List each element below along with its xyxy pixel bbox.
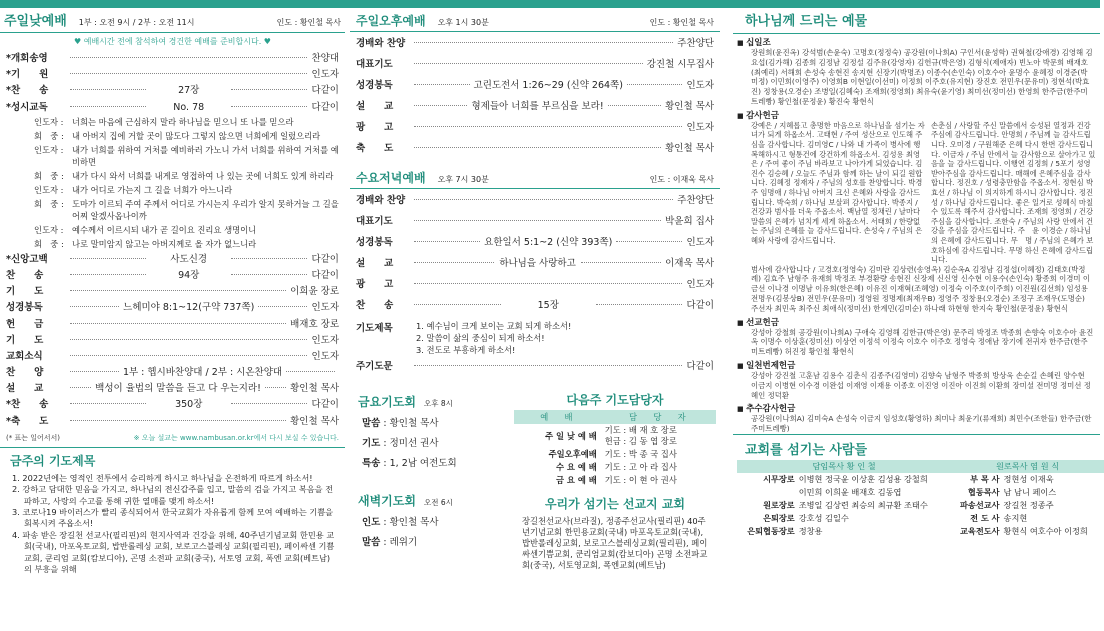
- order-label: 교회소식: [6, 350, 43, 362]
- order-label: 대표기도: [356, 59, 393, 70]
- order-content: 형제들아 너희를 부르심을 보라!: [471, 101, 604, 112]
- duty-service: 금 요 예 배: [556, 475, 597, 485]
- order-row: [350, 98, 720, 119]
- order-row: [0, 413, 345, 429]
- order-label: *축 도: [6, 415, 49, 427]
- people-section: [733, 434, 1100, 538]
- service-role-row: 말씀 : 레위기: [362, 537, 418, 548]
- wednesday-title: 수요저녁예배: [356, 171, 426, 185]
- wednesday-prayer-items: [410, 320, 577, 356]
- dot-leader: [70, 339, 307, 340]
- chuksu-names: 공강원(이나희A) 김미숙A 손성숙 이금지 임성호(황영하) 최미나 최윤기(류재희) 최민수(조한들) 한주금(한주미트레빵): [751, 414, 1092, 434]
- responsive-speaker: 인도자 :: [34, 116, 64, 127]
- dot-leader: [414, 283, 682, 284]
- sunday-pm-header: [350, 8, 720, 32]
- order-list-2: [0, 251, 345, 429]
- dot-leader: [414, 365, 682, 366]
- people-names: 이병현 정국윤 이상훈 김성용 강철희: [798, 474, 928, 485]
- order-row: [0, 283, 345, 299]
- order-row: [0, 396, 345, 412]
- people-role: 협동목사: [967, 487, 1000, 498]
- dot-leader: [414, 105, 467, 106]
- order-row: [0, 364, 345, 380]
- order-row: [350, 77, 720, 98]
- responsive-line: [0, 143, 345, 169]
- emeritus-pastor: 원로목사 염 원 식: [951, 460, 1104, 473]
- thanks-left: 강예은 / 지혜롭고 총명한 마음으로 하나님을 섬기는 자녀가 되게 하옵소서. 고태현 / 주여 성산으로 인도해 주심을 감사합니다. 김미영C / 나와 내 가족이 병사에 행복해하시고 형통건에 강건하게 하옵소서. 김성용 최영은 / 주여 좋이 주님 바라보고 나아가게 되었습니다. 김진수 김승혜 / 오늘도 주님과 함께 하는 날이 되길 원합니다. 김혜정 정재자 / 주님의 성호를 찬양합니다. 박경주 임명애 / 하나님 아버지 크신 은혜와 사랑을 감사드립니다. 박숙희 / 하나님 보살펴 감사합니다. 박종지 / 건강과 범사를 더욱 주옵소서. 백남열 정채린 / 날마다 말씀의 은혜가 넘치게 세게 하옵소서. 서태희 / 한량없는 주님의 은혜를 늘 감사드립니다. 손성숙 / 주님의 은혜와 사랑에 감사드립니다.: [751, 120, 925, 245]
- people-row: [737, 525, 1104, 538]
- duty-person: [603, 461, 716, 474]
- order-right: 인도자: [311, 302, 340, 314]
- column-other-services: [350, 8, 720, 631]
- order-right: 박윤희 집사: [665, 216, 714, 227]
- order-row: [350, 56, 720, 77]
- wednesday-prayer-block: [350, 318, 720, 358]
- order-label: 설 교: [356, 258, 394, 269]
- sunday-main-leader: 인도 : 황인철 목사: [276, 18, 341, 27]
- role-person: 레위기: [389, 537, 418, 548]
- dot-leader: [231, 403, 307, 404]
- dot-leader: [70, 323, 286, 324]
- order-right: 황인철 목사: [290, 415, 339, 427]
- dot-leader: [414, 84, 470, 85]
- responsive-line: [0, 237, 345, 251]
- duty-col-service: 예 배: [514, 410, 603, 424]
- order-label: *찬 송: [6, 399, 49, 411]
- top-color-bar: [0, 0, 1100, 8]
- dot-leader: [231, 274, 307, 275]
- ilchon-label: ■ 일천번제헌금: [733, 357, 1100, 371]
- order-content: 느헤미야 8:1~12(구약 737쪽): [123, 302, 255, 314]
- ilchon-names: 강성아 강진철 고훈남 김용수 김춘식 김종주(김영미) 김향숙 남형주 박종희 방상욱 손순길 손혜린 양수현 이금지 이병현 이수경 이완섭 이재영 이재용 이종호 이진영 이진아 이진희 이환희 장미셜 전미명 정미선 정혜인 정덕환: [751, 371, 1091, 400]
- dot-leader: [231, 106, 307, 107]
- sunday-pm-leader: 인도 : 황인철 목사: [649, 18, 714, 27]
- prayer-list: [0, 473, 345, 576]
- order-row: [0, 251, 345, 267]
- mission-offering-names: 강성아 강철희 공강원(이나희A) 구애숙 김영해 김한규(박은영) 문주리 박정조 박종희 손향숙 이호수아 윤진옥 이명수 이상훈(정미선) 이상연 이정석 이정숙 이호수 이주호 정영숙 정애남 장기에 전귀자 한주금(한주미트레빵) 허진정 황인철 황현식: [751, 327, 1094, 357]
- responsive-line: [0, 223, 345, 237]
- dawn-rows: [354, 513, 506, 553]
- sunday-main-header: [0, 8, 345, 33]
- dot-leader: [70, 89, 146, 90]
- duty-prayer: 기도 : 배 재 호 장로: [604, 425, 677, 435]
- service-role-row: 기도 : 정미선 권사: [362, 438, 439, 449]
- order-row: [350, 297, 720, 318]
- worship-banner: ♥ 예배시간 전에 참석하여 경건한 예배를 준비합시다. ♥: [74, 37, 271, 46]
- duty-col-person: 담 당 자: [603, 410, 716, 424]
- wednesday-order: [350, 189, 720, 318]
- order-label: 헌 금: [6, 318, 44, 330]
- sunday-pm-title: 주일오후예배: [356, 14, 426, 28]
- people-names: 조병일 김상련 최승의 최규환 조태수: [798, 500, 928, 511]
- people-row: [737, 499, 1104, 512]
- role-person: 1, 2남 여전도회: [389, 458, 457, 469]
- people-row: [737, 486, 1104, 499]
- lords-prayer-right: 다같이: [686, 361, 714, 372]
- people-role: 원로장로: [763, 500, 795, 511]
- order-label: 기 도: [6, 334, 44, 346]
- service-notes: [0, 429, 345, 447]
- responsive-text: 내가 너희를 위하여 거처를 예비하러 가노니 가서 너희를 위하여 거처를 예비하면: [72, 144, 339, 167]
- order-label: 축 도: [356, 143, 394, 154]
- order-content: 94장: [178, 269, 200, 281]
- friday-header: [354, 387, 506, 414]
- website-note: ※ 오늘 설교는 www.nambusan.or.kr에서 다시 보실 수 있습니다.: [133, 433, 339, 442]
- order-row: [0, 332, 345, 348]
- people-names: 황현식 여호수아 이정희: [1003, 526, 1088, 537]
- duty-person: [603, 474, 716, 487]
- duty-service: 수 요 예 배: [556, 462, 597, 472]
- responsive-line: [0, 129, 345, 143]
- order-right: 다같이: [311, 101, 339, 113]
- order-label: 기 도: [6, 286, 44, 298]
- order-label: 경배와 찬양: [356, 195, 406, 206]
- order-right: 강진철 시무집사: [646, 59, 714, 70]
- duty-person: [603, 424, 716, 448]
- dot-leader: [414, 126, 682, 127]
- order-label: 찬 양: [6, 367, 44, 379]
- service-role-row: 말씀 : 황인철 목사: [362, 418, 439, 429]
- tithe-names: 장원희(윤진옥) 강석범(손윤숙) 고명호(정정숙) 공강원(이나희A) 구인서(윤성학) 권혁철(강애경) 김영해 김요섭(김가해) 김종희 김정남 김정설 김주유(강영자) 김헌규(박은영) 김형식(제애자) 빈노아 박문희 배재호(최예리) 서해희 손성숙 송현진 송지현 신장기(박명조) 이종수(손인숙) 이호수아 윤명수 윤혜정 이경준(박미정) 이민희(이영주) 이영희B 이현일(이선미) 이정희 이주호(유지현) 장진호 전민우(문유미) 정현석(박효진) 정창용(오경순) 조병일(김혜숙) 조재희(정영희) 최유숙(윤기영) 최미선(정미선) 한영희 한주금(한주미트레빵) 황인철(문정윤) 황진숙 황현식: [751, 48, 1093, 106]
- order-label: 찬 송: [6, 269, 44, 281]
- dot-leader: [616, 241, 682, 242]
- order-right: 황인철 목사: [665, 143, 714, 154]
- dot-leader: [414, 199, 673, 200]
- order-label: *기 원: [6, 69, 49, 81]
- order-content: 사도신경: [170, 253, 208, 265]
- dot-leader: [70, 387, 91, 388]
- service-role-row: 특송 : 1, 2남 여전도회: [362, 458, 457, 469]
- thanks-label: ■ 감사헌금: [733, 107, 1100, 121]
- duty-prayer: 기도 : 박 종 국 집사: [604, 449, 677, 459]
- dot-leader: [414, 304, 501, 305]
- order-label: *신앙고백: [6, 253, 48, 265]
- dot-leader: [70, 420, 286, 421]
- order-row: [0, 348, 345, 364]
- prayer-title: 금주의 기도제목: [10, 453, 96, 468]
- dot-leader: [70, 371, 119, 372]
- order-right: 주찬양단: [677, 38, 714, 49]
- people-role: 부 목 사: [970, 474, 1000, 485]
- duty-row: [514, 424, 716, 448]
- dot-leader: [231, 258, 307, 259]
- bottom-panels: [350, 385, 720, 573]
- duty-service: 주일오후예배: [548, 449, 597, 459]
- people-names: 이민희 이희윤 배재호 김동엽: [798, 487, 902, 498]
- dot-leader: [581, 262, 661, 263]
- role-person: 정미선 권사: [389, 438, 439, 449]
- role-person: 황인철 목사: [389, 517, 439, 528]
- order-label: 성경봉독: [356, 80, 393, 91]
- order-row: [350, 234, 720, 255]
- role-label: 말씀: [362, 418, 381, 429]
- dot-leader: [70, 403, 146, 404]
- order-right: 인도자: [686, 122, 714, 133]
- responsive-speaker: 회 중 :: [34, 198, 64, 209]
- order-content: 하나님을 사랑하고: [499, 258, 576, 269]
- role-label: 인도: [362, 517, 381, 528]
- duty-table: [514, 410, 716, 487]
- order-row: [0, 82, 345, 98]
- order-right: 주찬양단: [677, 195, 714, 206]
- responsive-text: 너희는 마음에 근심하지 말라 하나님을 믿으니 또 나를 믿으라: [72, 116, 294, 127]
- wednesday-leader: 인도 : 이재욱 목사: [649, 175, 714, 184]
- order-right: 인도자: [686, 279, 714, 290]
- chuksu-label: ■ 추수감사헌금: [733, 400, 1100, 414]
- thanks-extra: 범사에 감사합니다 / 고경호(정영숙) 김미란 김상련(송영옥) 김순옥A 김정남 김정섭(이혜정) 김태호(박정례) 김효주 남형주 유재희 박정조 부경환량 송현진 신장제 신신영 신수현 이용수(손인숙) 황종희 이경미 이금선 이나경 이명남 이유희(한은혜) 이유진 이재혁(조혜영) 이정숙 이주호(이주희) 이진원(김선희) 임성용 전명우(김봉상B) 전민우(문유미) 정영원 정명제(최재우B) 정영주 정창용(오경순) 조정구 조재우(도명순) 주선자 최민옥 최주신 최애식(정미선) 한계민(김미순) 하나래 하현형 한지숙 황인철(문정윤) 황현식: [751, 264, 1091, 313]
- people-names: 정창용: [798, 526, 823, 537]
- responsive-text: 나로 말미암지 않고는 아버지께로 올 자가 없느니라: [72, 238, 257, 249]
- role-person: 황인철 목사: [389, 418, 439, 429]
- people-row: [737, 512, 1104, 525]
- duty-offering: 헌금 : 김 동 엽 장로: [604, 436, 677, 446]
- duty-prayer: 기도 : 고 아 라 집사: [604, 462, 677, 472]
- responsive-line: [0, 183, 345, 197]
- duty-row: [514, 448, 716, 461]
- order-content: No. 78: [173, 101, 205, 113]
- order-right: 인도자: [311, 334, 339, 346]
- dot-leader: [70, 73, 307, 74]
- wednesday-header: [350, 165, 720, 189]
- order-row: [0, 299, 345, 315]
- offering-title: 하나님께 드리는 예물: [733, 8, 1100, 34]
- dawn-time: 오전 6시: [423, 498, 453, 507]
- sunday-pm-order: [350, 32, 720, 161]
- order-content: 15장: [537, 300, 559, 311]
- service-role-row: 인도 : 황인철 목사: [362, 517, 439, 528]
- people-role: 은퇴협동장로: [747, 526, 795, 537]
- order-right: 황인철 목사: [290, 383, 339, 395]
- order-label: 설 교: [6, 383, 44, 395]
- order-row: [0, 380, 345, 396]
- responsive-speaker: 인도자 :: [34, 144, 64, 155]
- tithe-label: ■ 십일조: [733, 34, 1100, 48]
- order-content: 백성이 율법의 말씀을 듣고 다 우는지라!: [95, 383, 261, 395]
- responsive-reading: [0, 115, 345, 251]
- people-role: 전 도 사: [970, 513, 1000, 524]
- order-label: 대표기도: [356, 216, 393, 227]
- order-row: [0, 267, 345, 283]
- order-content: 350장: [175, 399, 203, 411]
- friday-title: 금요기도회: [358, 395, 416, 409]
- responsive-text: 내 아버지 집에 거할 곳이 많도다 그렇지 않으면 너희에게 일렀으리라: [72, 130, 321, 141]
- dot-leader: [414, 147, 661, 148]
- role-label: 말씀: [362, 537, 381, 548]
- order-label: *개회송영: [6, 53, 48, 64]
- dot-leader: [414, 42, 673, 43]
- missions-list: 장길천선교사(브라질), 정종주선교사(필리핀) 40주년기념교회 한민용교회(국내) 마포옥토교회(국내), 밥반롤레싱교회, 보로고스블레싱교회(필리핀), 페이싸센기쁨교회, 쿤리엄교회(캄보디아) 곤명 소전파교회(중국), 서토영교회, 폭엔교회(베트남): [522, 516, 708, 570]
- order-row: [350, 140, 720, 161]
- order-right: 인도자: [686, 80, 714, 91]
- order-list-1: [0, 50, 345, 115]
- people-role: 시무장로: [763, 474, 795, 485]
- responsive-text: 예수께서 이르시되 내가 곧 길이요 진리요 생명이니: [72, 224, 257, 235]
- dot-leader: [258, 306, 307, 307]
- order-label: 찬 송: [356, 300, 394, 311]
- prayer-item: 3. 코로나19 바이러스가 빨리 종식되어서 한국교회가 자유롭게 함께 모여 예배하는 기쁨을 회복시켜 주옵소서!: [12, 507, 334, 529]
- order-content: 고린도전서 1:26~29 (신약 264쪽): [473, 80, 623, 91]
- column-sunday-service: [0, 8, 345, 631]
- dot-leader: [70, 355, 307, 356]
- dawn-header: [354, 486, 506, 513]
- order-row: [0, 66, 345, 82]
- wednesday-prayer-item: 2. 말씀이 삶의 중심이 되게 하소서!: [416, 333, 545, 343]
- responsive-speaker: 회 중 :: [34, 170, 64, 181]
- people-table: [737, 460, 1104, 538]
- order-row: [350, 192, 720, 213]
- senior-pastor: 담임목사 황 인 철: [737, 460, 951, 473]
- order-right: 다같이: [311, 399, 339, 411]
- dot-leader: [70, 290, 286, 291]
- order-row: [350, 276, 720, 297]
- dot-leader: [70, 57, 307, 58]
- dot-leader: [265, 387, 286, 388]
- responsive-text: 내가 다시 와서 너희를 내게로 영접하여 나 있는 곳에 너희도 있게 하리라: [72, 170, 334, 181]
- column-offerings: [725, 8, 1100, 631]
- people-role: 교육전도사: [960, 526, 1000, 537]
- people-role: 은퇴장로: [763, 513, 795, 524]
- order-row: [350, 35, 720, 56]
- order-row: [350, 255, 720, 276]
- dot-leader: [414, 262, 494, 263]
- stand-note: (* 표는 일어서서): [6, 433, 60, 442]
- order-row: [0, 316, 345, 332]
- order-label: 설 교: [356, 101, 394, 112]
- lords-prayer-row: [350, 358, 720, 379]
- order-right: 이희윤 장로: [290, 286, 339, 298]
- order-right: 이재욱 목사: [665, 258, 715, 269]
- prayer-item: 1. 2022년에는 영적인 전투에서 승리하게 하시고 하나님을 온전하게 따르게 하소서!: [12, 472, 313, 483]
- role-label: 기도: [362, 438, 381, 449]
- duty-service: 주 일 낮 예 배: [545, 430, 597, 441]
- responsive-line: [0, 197, 345, 223]
- order-label: 광 고: [356, 122, 394, 133]
- duty-panel: [510, 385, 720, 573]
- people-title: 교회를 섬기는 사람들: [733, 434, 1100, 460]
- people-role: 파송선교사: [960, 500, 1000, 511]
- wednesday-prayer-item: 3. 전도로 부흥하게 하소서!: [416, 345, 516, 355]
- dot-leader: [70, 274, 146, 275]
- order-right: 찬양대: [311, 53, 339, 64]
- order-row: [0, 50, 345, 66]
- responsive-speaker: 회 중 :: [34, 238, 64, 249]
- order-right: 다같이: [311, 85, 339, 97]
- order-right: 인도자: [686, 237, 715, 248]
- dot-leader: [70, 306, 119, 307]
- prayer-item: 2. 강하고 담대한 믿음을 가지고, 하나님의 전신갑주를 입고, 말씀의 검을 가지고 복음을 전파하고, 사랑의 수고를 통해 귀한 열매를 맺게 하소서!: [12, 484, 334, 506]
- responsive-text: 도마가 이르되 주여 주께서 어디로 가시는지 우리가 알지 못하거늘 그 길을 어찌 알겠사옵나이까: [72, 198, 339, 221]
- order-right: 다같이: [311, 269, 339, 281]
- wednesday-time: 오후 7시 30분: [437, 175, 489, 184]
- people-row: [737, 473, 1104, 486]
- order-content: 요한일서 5:1~2 (신약 393쪽): [484, 237, 613, 248]
- order-right: 인도자: [311, 69, 339, 81]
- order-right: 배재호 장로: [290, 318, 339, 330]
- wednesday-prayer-label: 기도제목: [356, 323, 393, 334]
- responsive-speaker: 인도자 :: [34, 224, 64, 235]
- dot-leader: [414, 63, 643, 64]
- duty-row: [514, 461, 716, 474]
- duty-row: [514, 474, 716, 487]
- order-label: 성경봉독: [6, 302, 43, 314]
- order-right: 다같이: [311, 253, 339, 265]
- order-right: 다같이: [686, 300, 715, 311]
- dot-leader: [286, 371, 335, 372]
- order-right: 황인철 목사: [665, 101, 715, 112]
- sunday-main-title: 주일낮예배: [4, 14, 67, 29]
- sunday-main-schedule: 1부 : 오전 9시 / 2부 : 오전 11시: [78, 18, 195, 27]
- order-row: [0, 99, 345, 115]
- role-label: 특송: [362, 458, 381, 469]
- dot-leader: [414, 241, 480, 242]
- dot-leader: [627, 84, 683, 85]
- order-row: [350, 213, 720, 234]
- order-label: 경배와 찬양: [356, 38, 406, 49]
- duty-person: [603, 448, 716, 461]
- prayer-item: 4. 파송 받은 장길천 선교사(필리핀)의 현지사역과 건강을 위해, 40주년기념교회 한민용 교회(국내), 마포옥토교회, 밥반롤레싱 교회, 보로고스블레싱 교회(필리핀), 페이싸센 기쁨 교회, 쿤리엄 교회(캄보디아), 곤명 소전파 교회(중국), 서토영 교회, 폭엔 교회(베트남)의 부흥을 위해: [12, 529, 335, 575]
- order-label: *찬 송: [6, 85, 49, 97]
- friday-time: 오후 8시: [423, 399, 453, 408]
- prayer-section: [0, 447, 345, 576]
- order-label: 성경봉독: [356, 237, 393, 248]
- missions-title: 우리가 섬기는 선교지 교회: [544, 497, 686, 511]
- order-label: 광 고: [356, 279, 394, 290]
- order-right: 인도자: [311, 350, 339, 362]
- dot-leader: [70, 258, 146, 259]
- mission-offering-label: ■ 선교헌금: [733, 314, 1100, 328]
- thanks-right: 손춘심 / 사랑할 주신 말씀에서 승성된 열정과 건강주심에 감사드립니다. 안명희 / 주님께 늘 감사드립니다. 오미경 / 구원해준 은혜 다시 한번 감사드립니다. 이금자 / 주님 안에서 늘 감사함으로 살아가고 있음을 늘 감사드립니다. 이행연 김정희 / 5포기 성영 받아주심을 감사드립니다. 매해에 은혜주심을 감사합니다. 정진호 / 성령충만함을 주옵소서. 정현심 박효선 / 하나님 이 의지하게 하시니 감사합니다. 정진성 / 하나님 감사드립니다. 좋은 일거로 성혜식 마칠 수 있도록 해주셔 감사합니다. 조재희 정영희 / 건강주심을 감사합니다. 조한숙 / 주님의 사랑 안에서 건강을 주심을 감사드립니다. 주 윤 이경순 / 하나님의 은혜에 감사드립니다. 무 명 / 주님의 은혜가 보호하심에 감사드립니다. 무명 하신 은혜에 감사드립니다.: [931, 120, 1096, 265]
- dot-leader: [608, 105, 661, 106]
- people-names: 강호성 김일수: [798, 513, 849, 524]
- order-content: 1부 : 헵시바찬양대 / 2부 : 시온찬양대: [122, 367, 283, 379]
- responsive-speaker: 회 중 :: [34, 130, 64, 141]
- dot-leader: [596, 304, 683, 305]
- people-names: 정현성 이재욱: [1003, 474, 1054, 485]
- responsive-text: 내가 어디로 가는지 그 길을 너희가 아느니라: [72, 184, 233, 195]
- dot-leader: [70, 106, 146, 107]
- dot-leader: [231, 89, 307, 90]
- responsive-line: [0, 115, 345, 129]
- friday-dawn-panel: [350, 385, 510, 573]
- dot-leader: [414, 220, 661, 221]
- duty-title: 다음주 기도담당자: [566, 393, 664, 407]
- lords-prayer-label: 주기도문: [356, 361, 393, 372]
- friday-rows: [354, 414, 506, 474]
- thanks-columns: [733, 121, 1100, 265]
- order-label: *성시교독: [6, 101, 48, 113]
- people-names: 남 남니 페이스: [1003, 487, 1057, 498]
- responsive-line: [0, 169, 345, 183]
- people-names: 송지현: [1003, 513, 1028, 524]
- people-names: 장길천 정종주: [1003, 500, 1054, 511]
- order-row: [350, 119, 720, 140]
- duty-prayer: 기도 : 이 현 아 권사: [604, 475, 677, 485]
- dawn-title: 새벽기도회: [358, 494, 416, 508]
- responsive-speaker: 인도자 :: [34, 184, 64, 195]
- wednesday-prayer-item: 1. 예수님이 크게 보이는 교회 되게 하소서!: [416, 321, 572, 331]
- people-role: [737, 486, 797, 499]
- sunday-pm-time: 오후 1시 30분: [437, 18, 489, 27]
- order-content: 27장: [178, 85, 200, 97]
